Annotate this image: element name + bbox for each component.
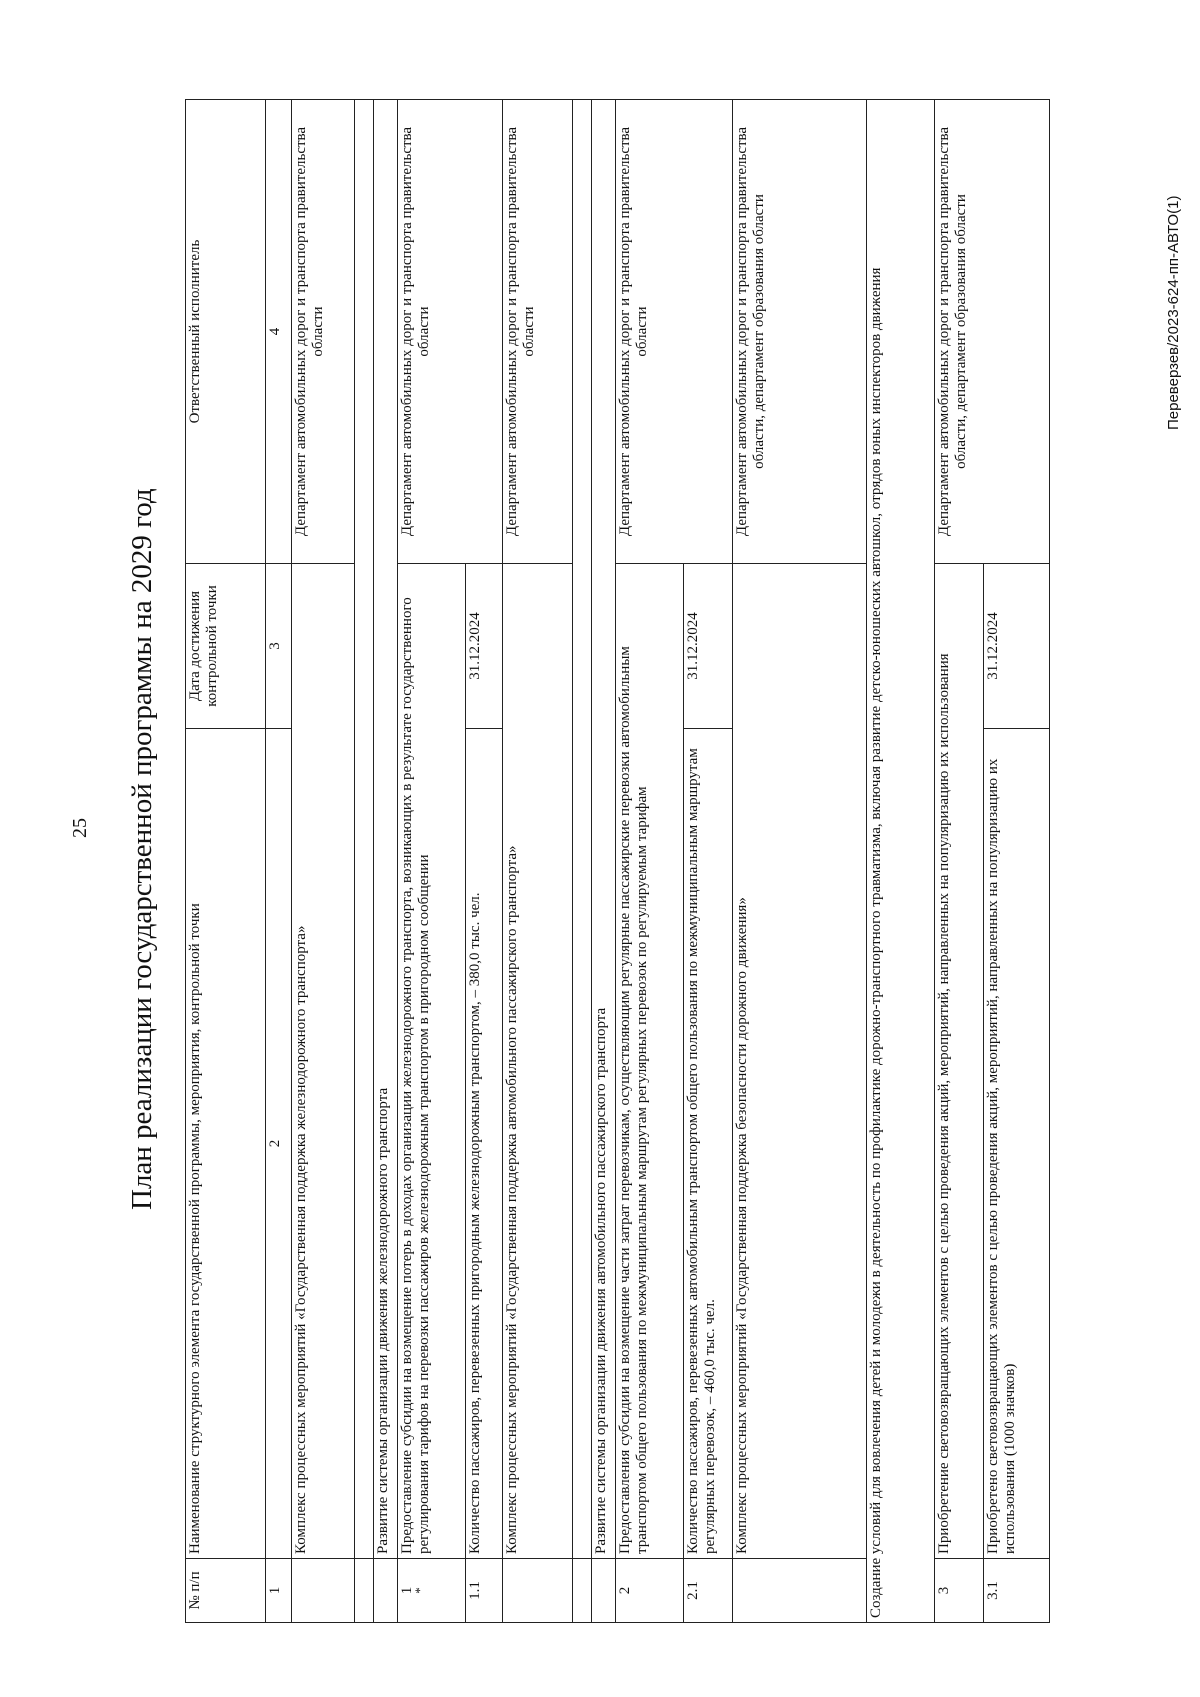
table-row [616,100,684,1623]
column-number: 2 [266,729,292,1559]
table-row [502,100,573,1623]
table-row [733,100,867,1623]
row-num [373,1559,397,1623]
row-num: 3 [935,1559,984,1623]
row-executor: Департамент автомобильных дорог и транспорта правительства области [502,100,573,564]
row-executor: Департамент автомобильных дорог и транспорта правительства области [616,100,733,564]
table-header-row [186,100,266,1623]
row-executor: Департамент автомобильных дорог и транспорта правительства области, департамент образования области [935,100,1050,564]
table-row-spacer [355,100,373,1623]
document-code: Переверзев/2023-624-пп-АВТО(1) [1165,195,1182,430]
row-num: 2 [616,1559,684,1623]
row-executor: Департамент автомобильных дорог и транспорта правительства области, департамент образования области [733,100,867,564]
table-row [373,100,397,1623]
table-row [867,100,935,1623]
row-name: Создание условий для вовлечения детей и молодежи в деятельность по профилактике дорожно-транспортного травматизма, включая развитие детско-юношеских автошкол, отрядов юных инспекторов движения [867,100,935,1623]
row-num [733,1559,867,1623]
row-num: 2.1 [684,1559,733,1623]
row-executor: Департамент автомобильных дорог и транспорта правительства области [292,100,355,564]
column-number: 1 [266,1559,292,1623]
row-name: Количество пассажиров, перевезенных пригородным железнодорожным транспортом, – 380,0 тыс. чел. [466,729,503,1559]
row-num-value: 1 [398,1586,415,1595]
row-num [292,1559,355,1623]
footnote-mark: * [411,1587,427,1594]
table-row [935,100,984,1623]
header-name: Наименование структурного элемента государственной программы, мероприятия, контрольной точки [186,729,266,1559]
row-num [502,1559,573,1623]
row-name: Развитие системы организации движения автомобильного пассажирского транспорта [591,100,615,1559]
header-num: № п/п [186,1559,266,1623]
column-numbers-row [266,100,292,1623]
row-name: Комплекс процессных мероприятий «Государственная поддержка автомобильного пассажирского транспорта» [502,564,573,1559]
table-row [292,100,355,1623]
spacer-cell [573,100,591,1559]
row-name: Развитие системы организации движения железнодорожного транспорта [373,100,397,1559]
row-num: 3.1 [984,1559,1050,1623]
row-executor: Департамент автомобильных дорог и транспорта правительства области [397,100,502,564]
row-date: 31.12.2024 [984,564,1050,729]
row-name: Комплекс процессных мероприятий «Государственная поддержка железнодорожного транспорта» [292,564,355,1559]
table-row [591,100,615,1623]
row-name: Количество пассажиров, перевезенных автомобильным транспортом общего пользования по межмуниципальным маршрутам регулярных перевозок, – 460,0 тыс. чел. [684,729,733,1559]
row-name: Предоставления субсидии на возмещение части затрат перевозчикам, осуществляющим регулярные пассажирские перевозки автомобильным транспортом общего пользования по межмуниципальным маршрутам регулярных перевозок по регулируемым тарифам [616,564,684,1559]
row-num: 1.1 [466,1559,503,1623]
column-number: 3 [266,564,292,729]
header-executor: Ответственный исполнитель [186,100,266,564]
table-row [397,100,465,1623]
column-number: 4 [266,100,292,564]
row-num [397,1559,465,1623]
implementation-plan-table [185,99,1050,1623]
row-name: Приобретение световозвращающих элементов с целью проведения акций, мероприятий, направленных на популяризацию их использования [935,564,984,1559]
row-num [591,1559,615,1623]
row-name: Приобретено световозвращающих элементов с целью проведения акций, мероприятий, направленных на популяризацию их использования (1000 значков) [984,729,1050,1559]
row-name: Комплекс процессных мероприятий «Государственная поддержка безопасности дорожного движения» [733,564,867,1559]
row-name: Предоставление субсидии на возмещение потерь в доходах организации железнодорожного транспорта, возникающих в результате государственного регулирования тарифов на перевозки пассажиров железнодорожным транспортом в пригородном сообщении [397,564,465,1559]
page-title: План реализации государственной программы на 2029 год [126,488,158,1210]
page-number: 25 [69,818,91,838]
table-row-spacer [573,100,591,1623]
spacer-cell [355,1559,373,1623]
spacer-cell [355,100,373,1559]
row-date: 31.12.2024 [466,564,503,729]
implementation-plan-table-wrapper [185,100,1050,1623]
spacer-cell [573,1559,591,1623]
row-date: 31.12.2024 [684,564,733,729]
header-date: Дата достижения контрольной точки [186,564,266,729]
